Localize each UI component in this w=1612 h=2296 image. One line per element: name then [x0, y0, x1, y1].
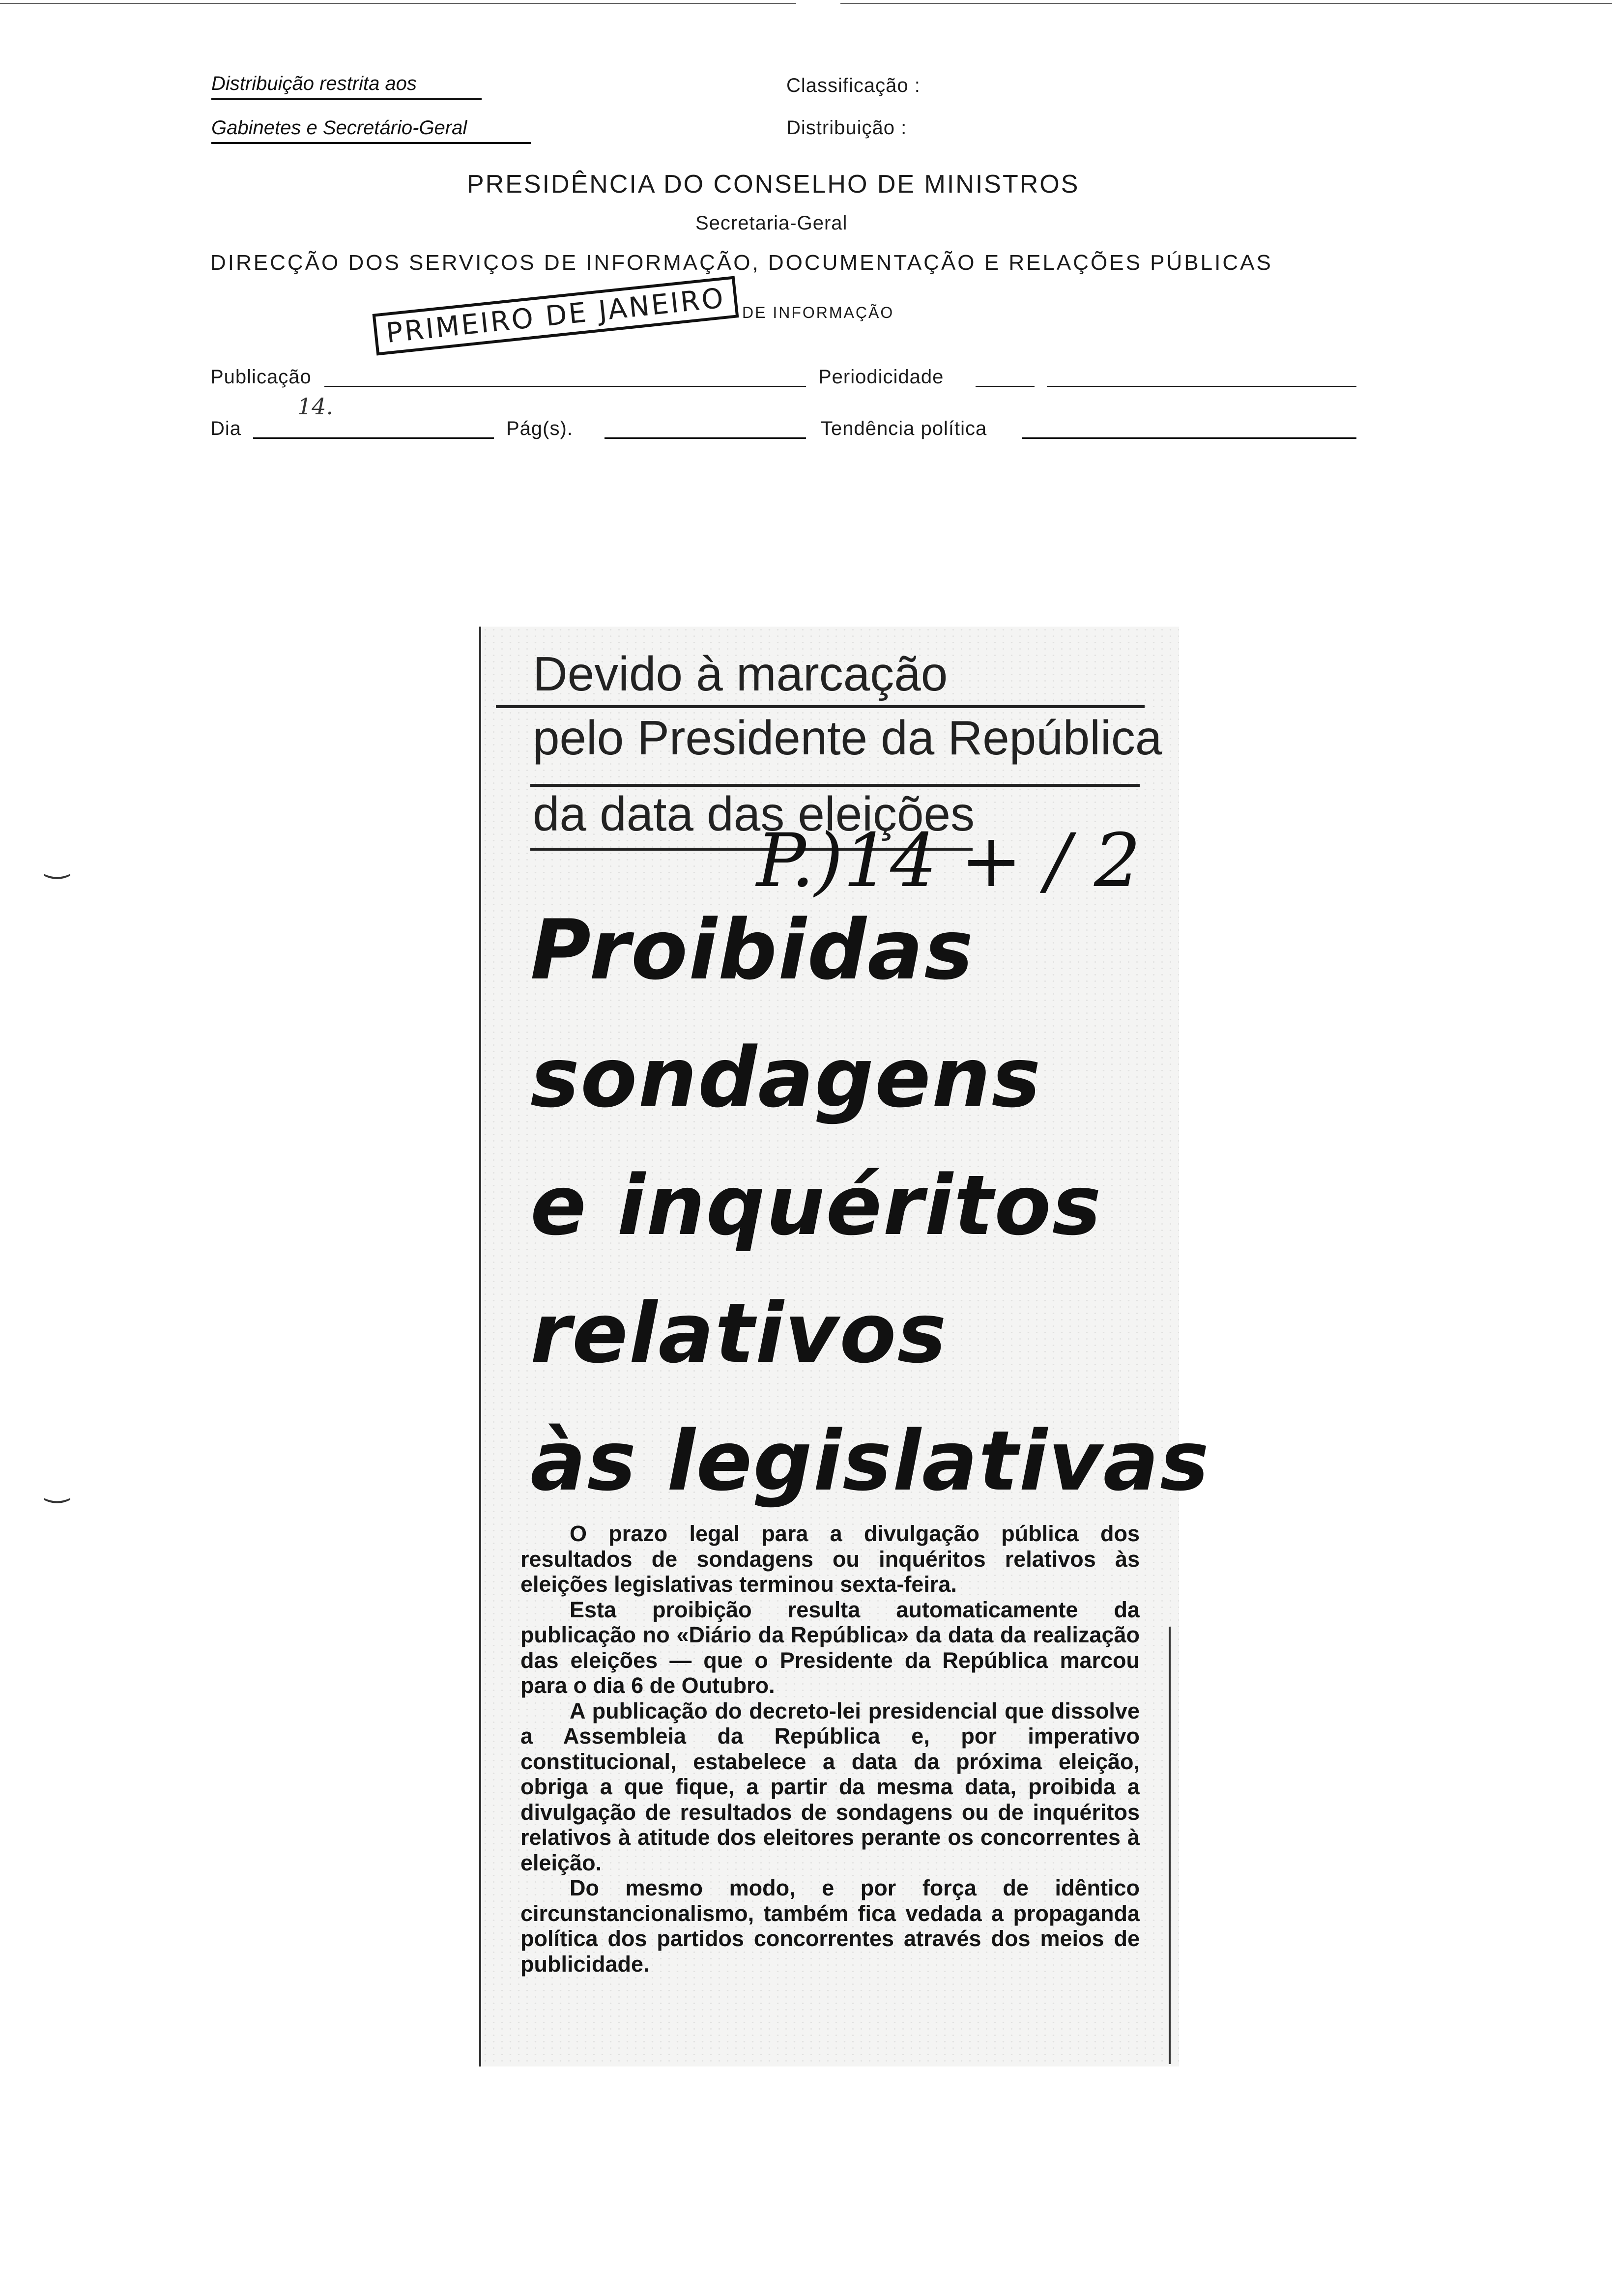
kicker-rule-1	[496, 705, 1145, 708]
institution-title: PRESIDÊNCIA DO CONSELHO DE MINISTROS	[467, 170, 1080, 199]
article-paragraph: A publicação do decreto-lei presidencial que dissolve a Assembleia da República e, por imperativo constitucional, estabelece a data da próxima eleição, obriga a que fique, a partir da mesma data, proibida a divulgação de resultados de sondagens ou de inquéritos relativos à atitude dos eleitores perante os concorrentes à eleição.	[520, 1698, 1140, 1875]
headline-line-3: e inquéritos	[530, 1157, 1102, 1254]
headline-line-5: às legislativas	[530, 1413, 1210, 1509]
periodicity-label: Periodicidade	[818, 366, 944, 388]
day-value-handwritten: 14.	[297, 393, 334, 420]
scan-edge-line-right	[840, 3, 1612, 4]
scan-edge-line-left	[0, 3, 796, 4]
distribution-restricted-line2: Gabinetes e Secretário-Geral	[211, 117, 531, 144]
article-paragraph: O prazo legal para a divulgação pública dos resultados de sondagens ou inquéritos relativos às eleições legislativas terminou sexta-feira.	[520, 1521, 1140, 1597]
kicker-line-3: da data das eleições	[533, 787, 975, 841]
tendency-label: Tendência política	[821, 418, 987, 439]
periodicity-underline-short	[976, 386, 1035, 387]
headline-line-4: relativos	[530, 1285, 948, 1381]
handwritten-annotation: P.)14 + / 2	[756, 818, 1141, 904]
tendency-underline	[1022, 437, 1356, 439]
pages-underline	[604, 437, 806, 439]
distribution-label: Distribuição :	[786, 117, 907, 139]
clipping-right-border	[1169, 1627, 1171, 2064]
pages-label: Pág(s).	[506, 418, 573, 439]
division-fragment: DE INFORMAÇÃO	[742, 304, 894, 321]
department-title: Secretaria-Geral	[695, 212, 848, 234]
kicker-line-1: Devido à marcação	[533, 647, 948, 701]
day-label: Dia	[210, 418, 242, 439]
punch-mark-top: ‿	[45, 845, 69, 880]
headline-line-2: sondagens	[530, 1030, 1042, 1126]
article-paragraph: Esta proibição resulta automaticamente da publicação no «Diário da República» da data da realização das eleições — que o Presidente da República marcou para o dia 6 de Outubro.	[520, 1597, 1140, 1698]
classification-label: Classificação :	[786, 75, 921, 96]
distribution-restricted-line1: Distribuição restrita aos	[211, 73, 482, 100]
publication-label: Publicação	[210, 366, 312, 388]
periodicity-underline-long	[1047, 386, 1356, 387]
punch-mark-bottom: ‿	[45, 1469, 69, 1504]
directorate-title: DIRECÇÃO DOS SERVIÇOS DE INFORMAÇÃO, DOCUMENTAÇÃO E RELAÇÕES PÚBLICAS	[210, 251, 1273, 275]
headline-line-1: Proibidas	[530, 902, 975, 998]
article-paragraph: Do mesmo modo, e por força de idêntico circunstancionalismo, também fica vedada a propaganda política dos partidos concorrentes através dos meios de publicidade.	[520, 1875, 1140, 1977]
publication-underline	[324, 386, 806, 387]
newspaper-stamp: PRIMEIRO DE JANEIRO	[373, 276, 739, 355]
article-body	[520, 1521, 1140, 1977]
kicker-line-2: pelo Presidente da República	[533, 711, 1162, 765]
newspaper-clipping	[479, 627, 1210, 2066]
day-underline	[253, 437, 494, 439]
